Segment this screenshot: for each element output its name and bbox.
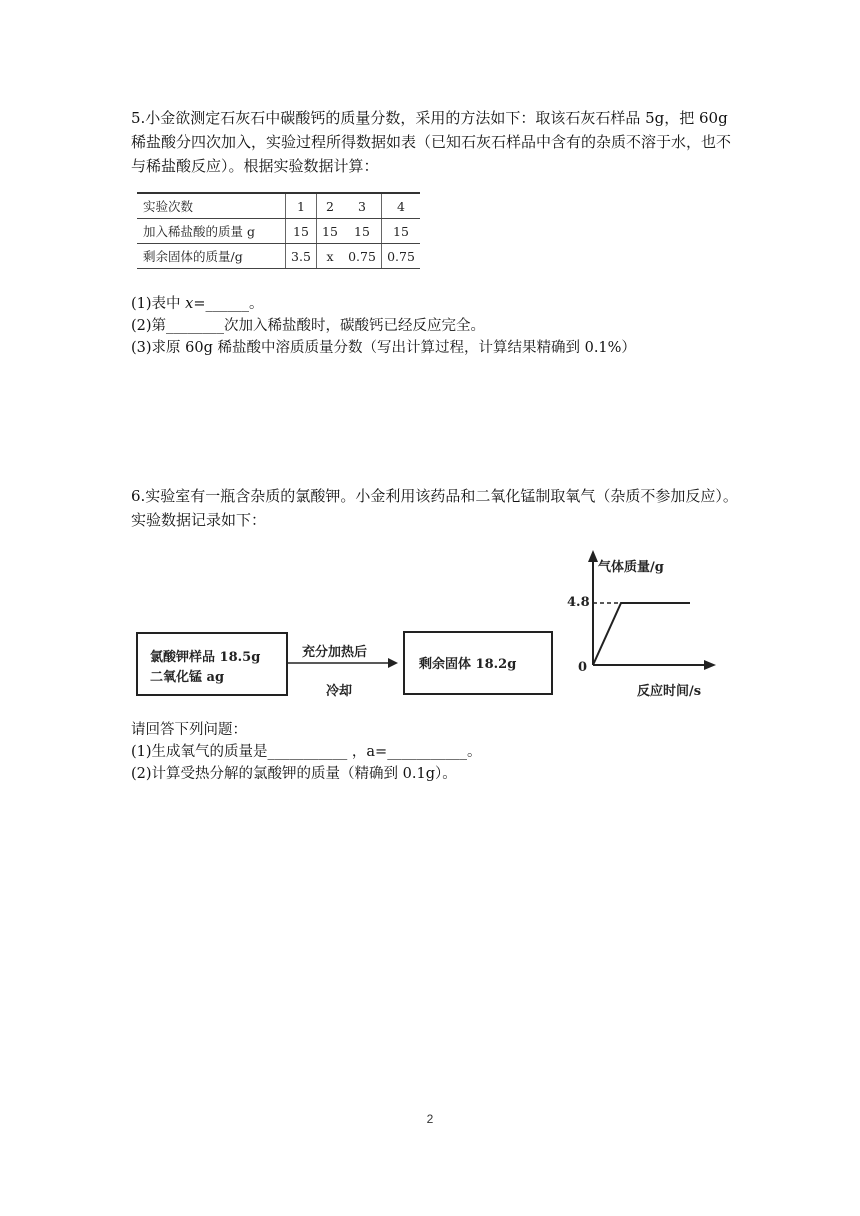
table-cell: 3.5 [286, 244, 317, 269]
arrow-label-heat: 充分加热后 [302, 645, 368, 660]
q5-stem-line3: 与稀盐酸反应）。根据实验数据计算： [131, 157, 379, 175]
table-cell: 加入稀盐酸的质量 g [137, 219, 286, 244]
q5-sub1-blank: =______。 [193, 296, 264, 312]
sample-box-line2: 二氧化锰 ag [150, 670, 225, 685]
residue-box [403, 631, 553, 695]
residue-box-label: 剩余固体 18.2g [419, 657, 517, 672]
table-cell: 15 [317, 219, 344, 244]
q5-subquestion-1 [131, 294, 264, 314]
x-axis-label: 反应时间/s [637, 684, 702, 699]
origin-label: 0 [578, 660, 588, 675]
q5-stem-line1: 5.小金欲测定石灰石中碳酸钙的质量分数，采用的方法如下：取该石灰石样品 5g，把 60g [131, 109, 728, 127]
q5-data-table [137, 192, 420, 269]
q6-stem-line2: 实验数据记录如下： [131, 511, 267, 529]
table-row [137, 193, 420, 219]
table-header-cell: 2 [317, 193, 344, 219]
q5-subquestion-2: (2)第________次加入稀盐酸时，碳酸钙已经反应完全。 [131, 318, 486, 334]
table-cell: 0.75 [382, 244, 421, 269]
q6-subquestion-2: (2)计算受热分解的氯酸钾的质量（精确到 0.1g）。 [131, 766, 457, 782]
q5-subquestion-3: (3)求原 60g 稀盐酸中溶质质量分数（写出计算过程，计算结果精确到 0.1%） [131, 340, 636, 356]
sample-box [136, 632, 288, 696]
gas-mass-curve [593, 603, 690, 665]
x-axis-arrowhead [704, 660, 716, 670]
table-header-cell: 1 [286, 193, 317, 219]
table-cell: 剩余固体的质量/g [137, 244, 286, 269]
table-row [137, 219, 420, 244]
arrow-label-cool: 冷却 [326, 684, 353, 699]
table-header-cell: 3 [343, 193, 382, 219]
table-cell: 15 [343, 219, 382, 244]
y-axis-label: 气体质量/g [598, 560, 664, 575]
q6-subquestion-1: (1)生成氧气的质量是___________ ，a=___________。 [131, 744, 482, 760]
q5-sub1-prefix: (1)表中 [131, 296, 186, 312]
sample-box-line1: 氯酸钾样品 18.5g [150, 650, 261, 665]
table-header-cell: 实验次数 [137, 193, 286, 219]
y-tick-4-8: 4.8 [567, 595, 590, 610]
q5-sub1-variable: x [185, 296, 194, 312]
page-number: 2 [426, 1112, 434, 1126]
q6-stem-line1: 6.实验室有一瓶含杂质的氯酸钾。小金利用该药品和二氧化锰制取氧气（杂质不参加反应）。 [131, 487, 738, 505]
table-row [137, 244, 420, 269]
y-axis-arrowhead [588, 550, 598, 562]
table-cell: 15 [382, 219, 421, 244]
table-header-cell: 4 [382, 193, 421, 219]
q6-prompt: 请回答下列问题： [131, 722, 247, 738]
q5-stem-line2: 稀盐酸分四次加入，实验过程所得数据如表（已知石灰石样品中含有的杂质不溶于水，也不 [131, 133, 732, 151]
table-cell: 0.75 [343, 244, 382, 269]
process-arrow [288, 656, 398, 670]
table-cell: 15 [286, 219, 317, 244]
table-cell: x [317, 244, 344, 269]
